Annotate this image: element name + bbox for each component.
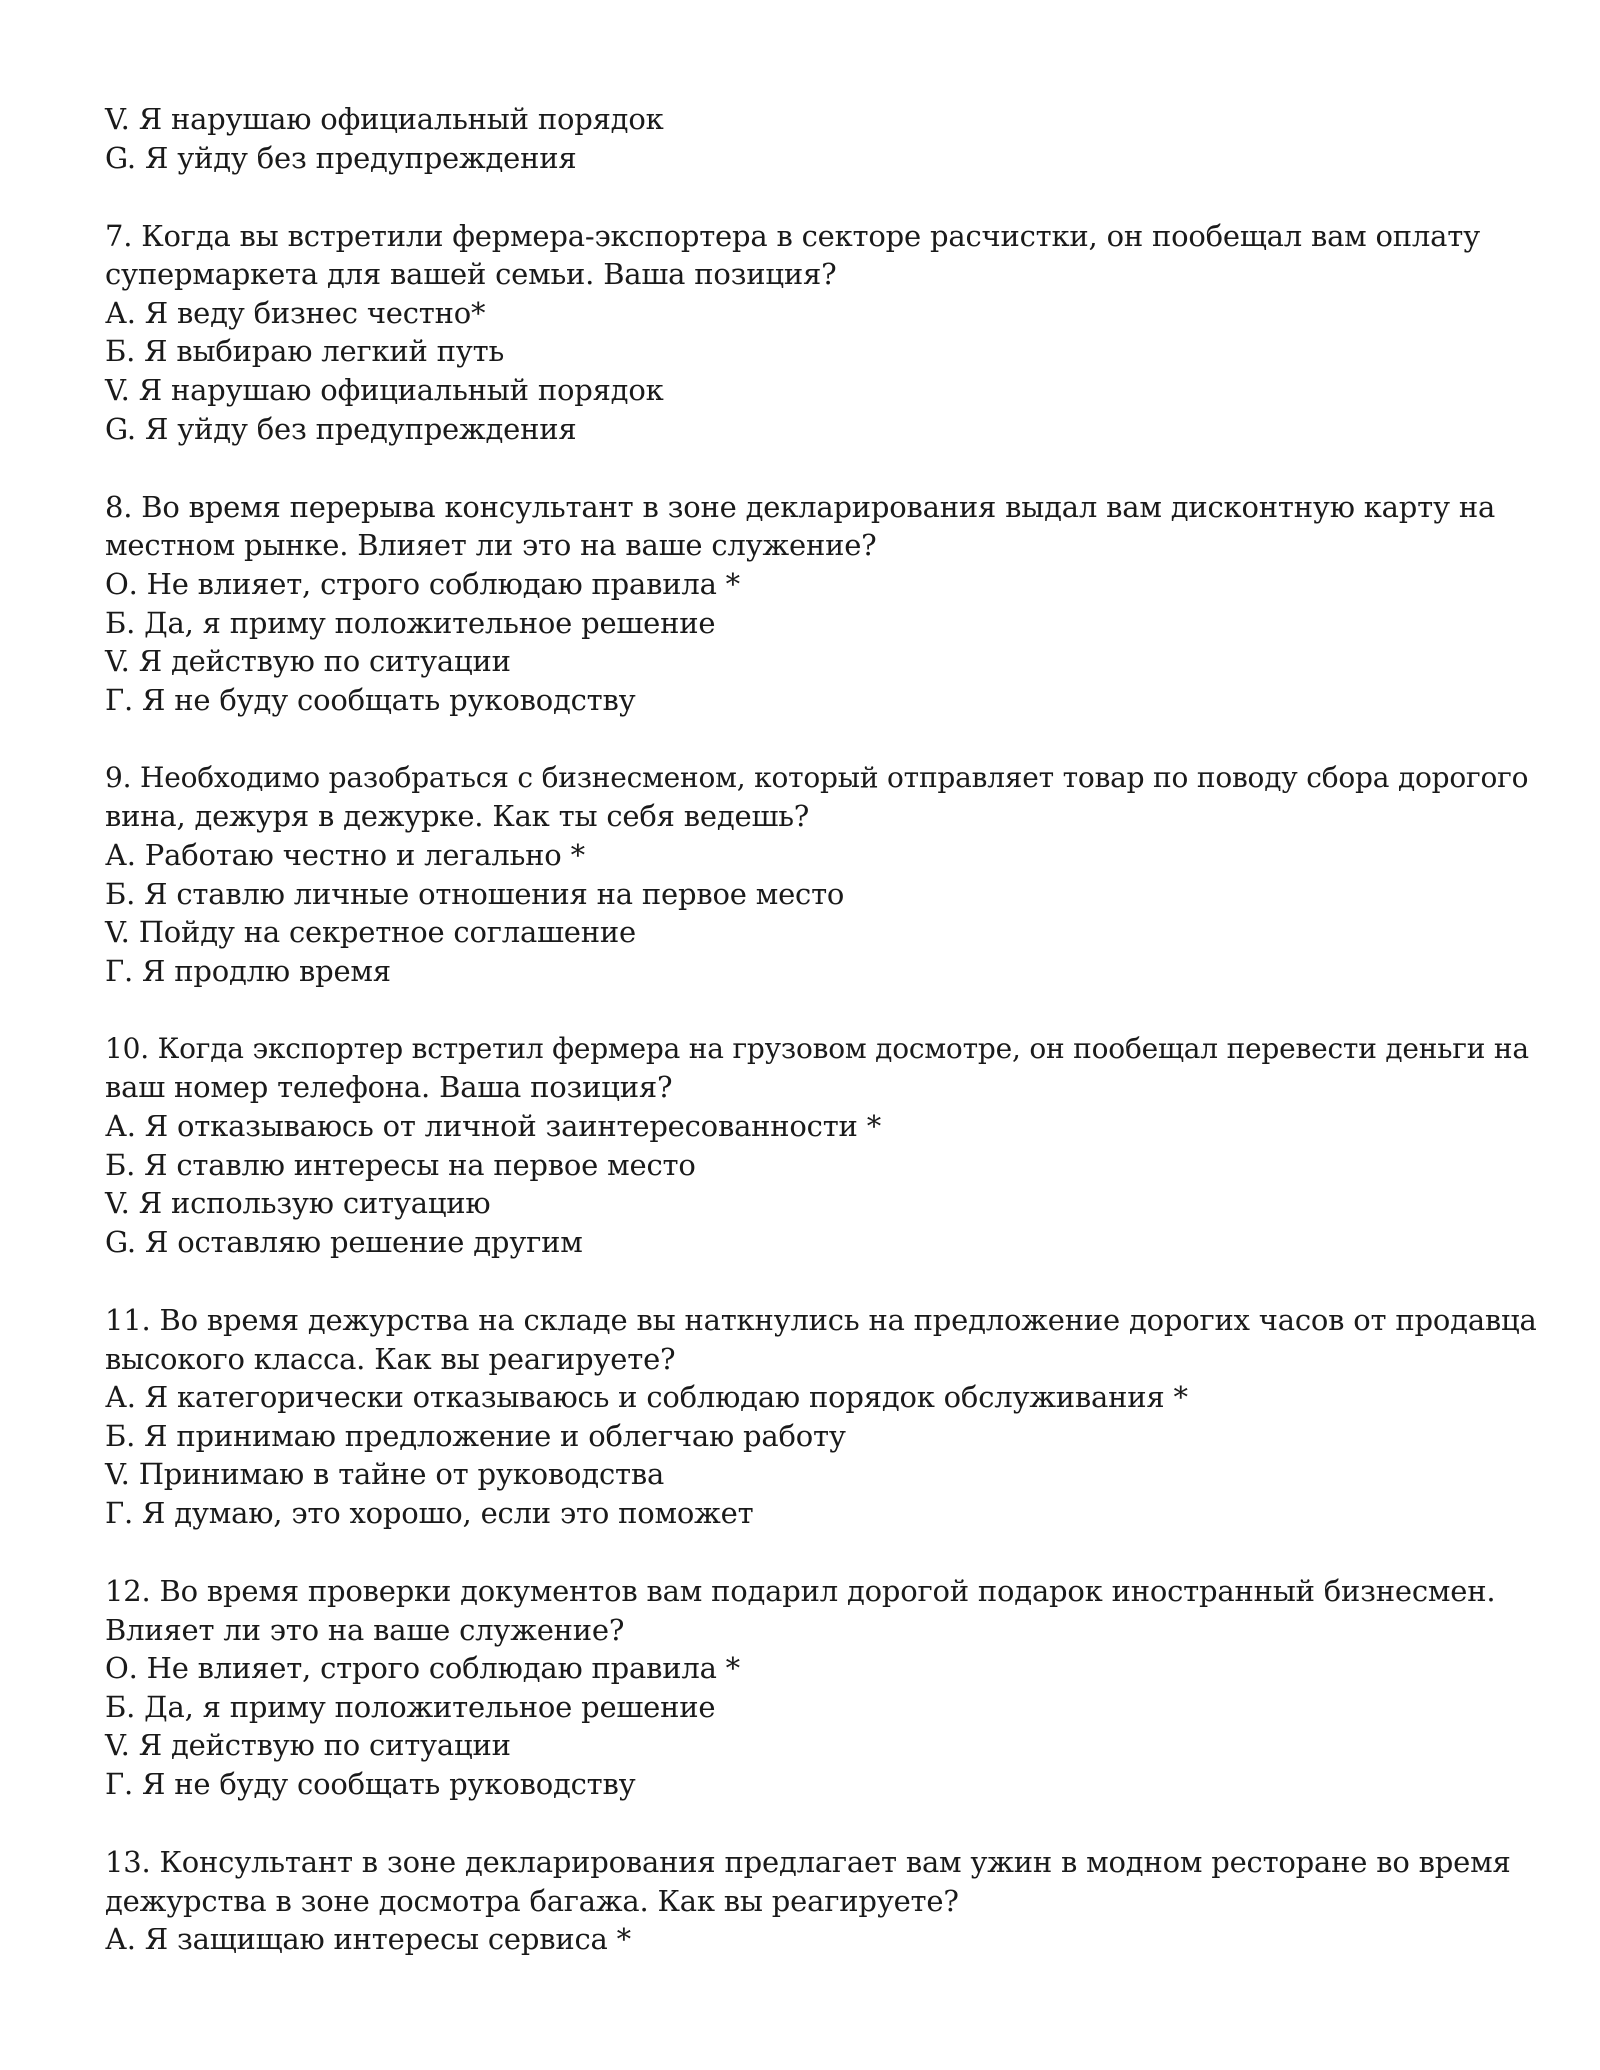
question-text: 9. Необходимо разобраться с бизнесменом, который отправляет товар по поводу сбора дорогого bbox=[105, 760, 1529, 794]
lead-options bbox=[105, 100, 1545, 177]
question-text: высокого класса. Как вы реагируете? bbox=[105, 1341, 676, 1376]
question-12 bbox=[105, 1572, 1545, 1804]
option-line: V. Я использую ситуацию bbox=[105, 1186, 491, 1221]
question-9 bbox=[105, 759, 1545, 991]
option-line: V. Я действую по ситуации bbox=[105, 644, 511, 679]
spacer bbox=[105, 1804, 1545, 1844]
question-13 bbox=[105, 1843, 1545, 1959]
option-line: Б. Я ставлю личные отношения на первое место bbox=[105, 876, 845, 911]
option-line: О. Не влияет, строго соблюдаю правила * bbox=[105, 566, 740, 601]
option-line: V. Я нарушаю официальный порядок bbox=[105, 373, 664, 408]
question-text: 10. Когда экспортер встретил фермера на грузовом досмотре, он пообещал перевести деньги на bbox=[105, 1031, 1529, 1065]
spacer bbox=[105, 448, 1545, 488]
spacer bbox=[105, 719, 1545, 759]
question-8 bbox=[105, 488, 1545, 720]
document-page bbox=[105, 100, 1545, 1959]
option-line: Б. Да, я приму положительное решение bbox=[105, 605, 716, 640]
option-line: А. Я отказываюсь от личной заинтересованности * bbox=[105, 1109, 882, 1144]
option-line: А. Я веду бизнес честно* bbox=[105, 295, 486, 330]
option-line: Г. Я продлю время bbox=[105, 953, 391, 988]
option-line: А. Я защищаю интересы сервиса * bbox=[105, 1922, 631, 1957]
option-line: V. Я действую по ситуации bbox=[105, 1728, 511, 1763]
question-11 bbox=[105, 1301, 1545, 1533]
question-text: 11. Во время дежурства на складе вы наткнулись на предложение дорогих часов от продавца bbox=[105, 1302, 1537, 1337]
question-10 bbox=[105, 1030, 1545, 1262]
option-line: Б. Да, я приму положительное решение bbox=[105, 1689, 716, 1724]
question-text: супермаркета для вашей семьи. Ваша позиция? bbox=[105, 257, 837, 292]
question-text: дежурства в зоне досмотра багажа. Как вы реагируете? bbox=[105, 1883, 959, 1918]
question-text: вина, дежуря в дежурке. Как ты себя ведешь? bbox=[105, 799, 810, 834]
spacer bbox=[105, 177, 1545, 217]
option-line: Б. Я принимаю предложение и облегчаю работу bbox=[105, 1418, 846, 1453]
option-line: О. Не влияет, строго соблюдаю правила * bbox=[105, 1651, 740, 1686]
question-text: 12. Во время проверки документов вам подарил дорогой подарок иностранный бизнесмен. bbox=[105, 1574, 1496, 1608]
option-line: Г. Я думаю, это хорошо, если это поможет bbox=[105, 1495, 754, 1530]
option-line: V. Я нарушаю официальный порядок bbox=[105, 102, 664, 136]
spacer bbox=[105, 1533, 1545, 1573]
spacer bbox=[105, 1261, 1545, 1301]
option-line: G. Я уйду без предупреждения bbox=[105, 411, 577, 446]
option-line: G. Я оставляю решение другим bbox=[105, 1224, 583, 1259]
question-text: 13. Консультант в зоне декларирования предлагает вам ужин в модном ресторане во время bbox=[105, 1845, 1511, 1880]
option-line: А. Я категорически отказываюсь и соблюдаю порядок обслуживания * bbox=[105, 1380, 1188, 1415]
question-text: 8. Во время перерыва консультант в зоне декларирования выдал вам дисконтную карту на bbox=[105, 489, 1496, 524]
option-line: Б. Я ставлю интересы на первое место bbox=[105, 1147, 696, 1182]
question-7 bbox=[105, 217, 1545, 449]
option-line: А. Работаю честно и легально * bbox=[105, 838, 585, 872]
option-line: V. Принимаю в тайне от руководства bbox=[105, 1457, 665, 1492]
question-text: местном рынке. Влияет ли это на ваше служение? bbox=[105, 528, 877, 563]
option-line: G. Я уйду без предупреждения bbox=[105, 140, 577, 175]
question-text: ваш номер телефона. Ваша позиция? bbox=[105, 1070, 673, 1105]
question-text: Влияет ли это на ваше служение? bbox=[105, 1612, 625, 1647]
question-text: 7. Когда вы встретили фермера-экспортера в секторе расчистки, он пообещал вам оплату bbox=[105, 218, 1480, 253]
option-line: Г. Я не буду сообщать руководству bbox=[105, 682, 636, 717]
spacer bbox=[105, 990, 1545, 1030]
option-line: Г. Я не буду сообщать руководству bbox=[105, 1766, 636, 1801]
option-line: Б. Я выбираю легкий путь bbox=[105, 334, 505, 369]
option-line: V. Пойду на секретное соглашение bbox=[105, 915, 636, 950]
